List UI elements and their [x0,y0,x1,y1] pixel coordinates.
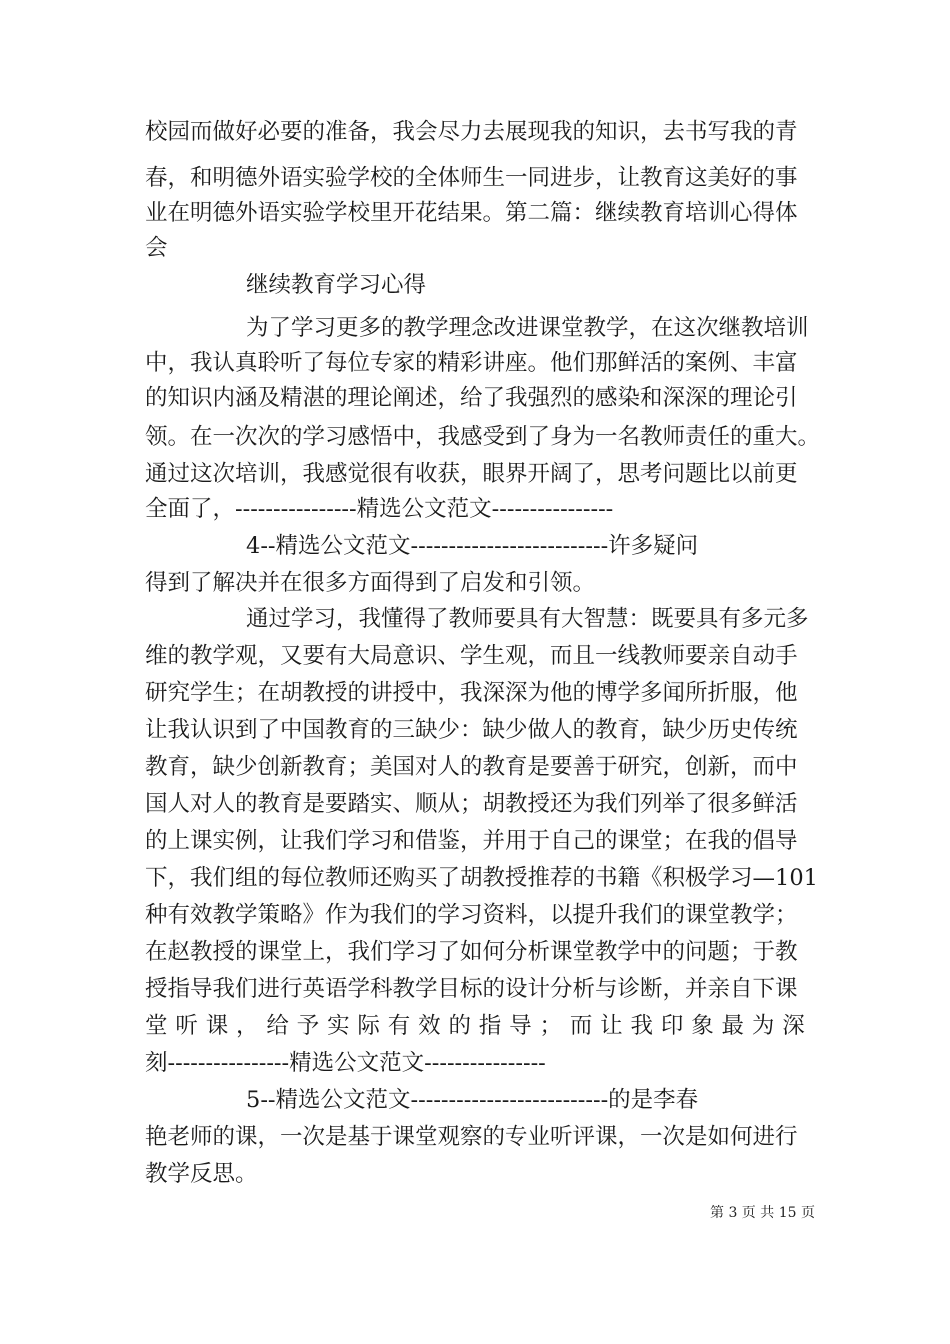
justified-char: 深 [782,1013,805,1039]
paragraph-line: 春，和明德外语实验学校的全体师生一同进步，让教育这美好的事 [145,165,798,191]
justified-char: 予 [296,1013,320,1039]
justified-line [145,1011,805,1041]
justified-char: 为 [751,1013,775,1039]
paragraph-line: 全面了，----------------精选公文范文---------------- [145,496,614,522]
justified-char: 导 [509,1013,532,1039]
paragraph-line: 领。在一次次的学习感悟中，我感受到了身为一名教师责任的重大。 [145,424,821,450]
paragraph-line: 4--精选公文范文--------------------------许多疑问 [246,533,699,559]
justified-char: 让 [600,1013,623,1039]
justified-char: 际 [357,1013,380,1039]
justified-char: ； [539,1013,562,1039]
paragraph-line: 的知识内涵及精湛的理论阐述，给了我强烈的感染和深深的理论引 [145,385,798,411]
justified-char: 听 [175,1013,198,1039]
section-heading: 继续教育学习心得 [246,272,427,298]
paragraph-line: 刻----------------精选公文范文---------------- [145,1050,546,1076]
justified-char: 印 [660,1013,684,1039]
justified-char: 有 [387,1013,411,1039]
paragraph-line: 授指导我们进行英语学科教学目标的设计分析与诊断，并亲自下课 [145,976,798,1002]
page-number-footer: 第 3 页 共 15 页 [710,1205,815,1221]
paragraph-line: 种有效教学策略》作为我们的学习资料，以提升我们的课堂教学； [145,902,798,928]
paragraph-line: 的上课实例，让我们学习和借鉴，并用于自己的课堂；在我的倡导 [145,828,798,854]
paragraph-line: 通过学习，我懂得了教师要具有大智慧：既要具有多元多 [246,606,809,632]
paragraph-line: 教学反思。 [145,1161,258,1187]
paragraph-line: 通过这次培训，我感觉很有收获，眼界开阔了，思考问题比以前更 [145,461,798,487]
justified-char: 效 [418,1013,441,1039]
paragraph-line: 中，我认真聆听了每位专家的精彩讲座。他们那鲜活的案例、丰富 [145,350,798,376]
justified-char: 我 [630,1013,654,1039]
justified-char: 堂 [145,1013,168,1039]
paragraph-line: 得到了解决并在很多方面得到了启发和引领。 [145,570,596,596]
paragraph-line: 下，我们组的每位教师还购买了胡教授推荐的书籍《积极学习—101 [145,865,818,891]
justified-char: 最 [721,1013,745,1039]
justified-char: 给 [266,1013,289,1039]
justified-char: 的 [448,1013,471,1039]
paragraph-line: 维的教学观，又要有大局意识、学生观，而且一线教师要亲自动手 [145,643,798,669]
paragraph-line: 研究学生；在胡教授的讲授中，我深深为他的博学多闻所折服，他 [145,680,798,706]
justified-char: ， [236,1013,259,1039]
paragraph-line: 5--精选公文范文--------------------------的是李春 [246,1087,699,1113]
paragraph-line: 校园而做好必要的准备，我会尽力去展现我的知识，去书写我的青 [145,119,798,145]
paragraph-line: 教育，缺少创新教育；美国对人的教育是要善于研究，创新，而中 [145,754,798,780]
paragraph-line: 让我认识到了中国教育的三缺少：缺少做人的教育，缺少历史传统 [145,717,798,743]
paragraph-line: 在赵教授的课堂上，我们学习了如何分析课堂教学中的问题；于教 [145,939,798,965]
paragraph-line: 艳老师的课，一次是基于课堂观察的专业听评课，一次是如何进行 [145,1124,798,1150]
justified-char: 象 [691,1013,714,1039]
paragraph-line: 国人对人的教育是要踏实、顺从；胡教授还为我们列举了很多鲜活 [145,791,798,817]
justified-char: 课 [205,1013,229,1039]
paragraph-line: 会 [145,235,168,261]
paragraph-line: 业在明德外语实验学校里开花结果。第二篇：继续教育培训心得体 [145,200,798,226]
justified-char: 实 [327,1013,350,1039]
justified-char: 指 [478,1013,502,1039]
paragraph-line: 为了学习更多的教学理念改进课堂教学，在这次继教培训 [246,315,809,341]
justified-char: 而 [569,1013,593,1039]
